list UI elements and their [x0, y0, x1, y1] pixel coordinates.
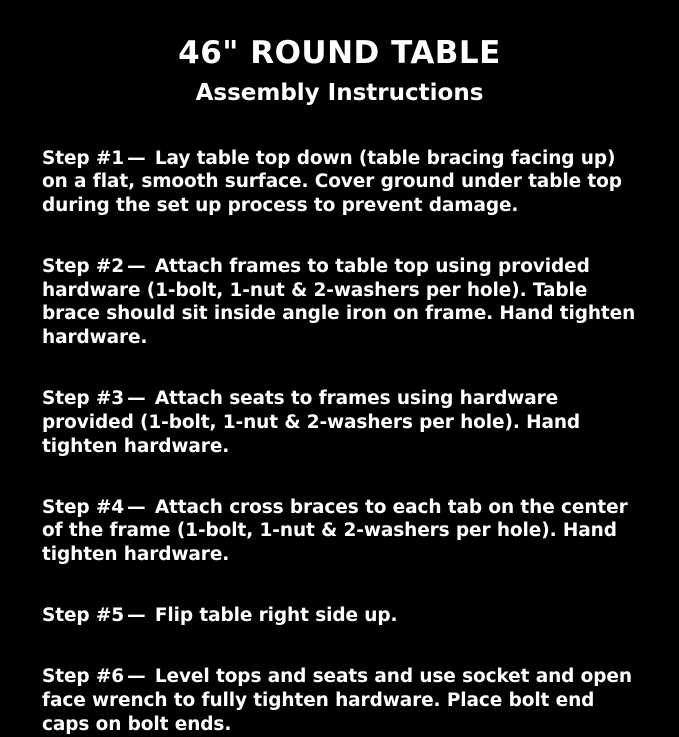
step-text: Attach frames to table top using provided hardware (1-bolt, 1-nut & 2-washers per hole). Table brace should sit inside angle iron on frame. Hand tighten hardware. — [42, 256, 636, 349]
page-subtitle: Assembly Instructions — [195, 79, 484, 106]
step-text: Attach seats to frames using hardware provided (1-bolt, 1-nut & 2-washers per hole). Hand tighten hardware. — [42, 388, 581, 457]
step-dash: — — [127, 666, 146, 688]
step-text: Level tops and seats and use socket and open face wrench to fully tighten hardware. Place bolt end caps on bolt ends. — [42, 666, 632, 735]
step-text: Lay table top down (table bracing facing up) on a flat, smooth surface. Cover ground under table top during the set up process to prevent damage. — [42, 147, 622, 216]
step-label: Step #3 — [42, 388, 125, 410]
step-label: Step #1 — [42, 147, 125, 169]
step-dash: — — [127, 496, 146, 518]
page-title: 46" ROUND TABLE — [178, 35, 501, 71]
step-item — [42, 255, 637, 350]
step-dash: — — [127, 256, 146, 278]
step-item — [42, 665, 637, 736]
step-item — [42, 604, 637, 628]
step-label: Step #2 — [42, 256, 125, 278]
step-label: Step #6 — [42, 666, 125, 688]
step-item — [42, 496, 637, 567]
step-label: Step #5 — [42, 605, 125, 627]
step-dash: — — [127, 388, 146, 410]
step-item — [42, 147, 637, 218]
step-dash: — — [127, 147, 146, 169]
steps-list — [42, 128, 637, 736]
step-text: Flip table right side up. — [154, 605, 398, 627]
step-dash: — — [127, 605, 146, 627]
step-label: Step #4 — [42, 496, 125, 518]
step-text: Attach cross braces to each tab on the center of the frame (1-bolt, 1-nut & 2-washers per hole). Hand tighten hardware. — [42, 496, 628, 566]
step-item — [42, 387, 637, 458]
